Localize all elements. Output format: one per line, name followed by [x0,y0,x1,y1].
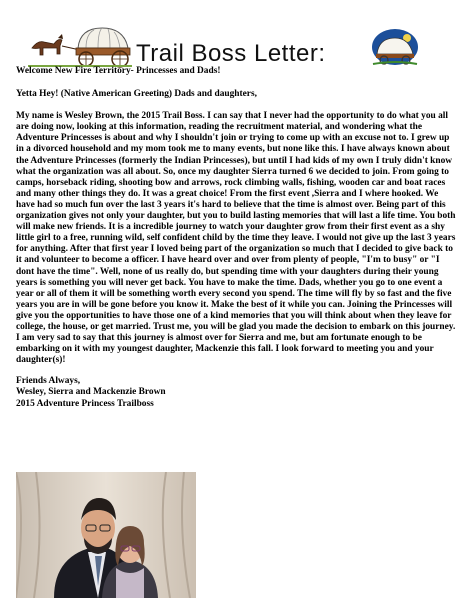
letter-body [16,66,456,410]
closing-line: Friends Always, [16,376,81,387]
covered-wagon-with-horses-icon [28,22,132,68]
father-and-daughter-photo [16,472,196,598]
signer-role: 2015 Adventure Princess Trailboss [16,398,154,409]
signature-block [16,376,456,409]
page-title: Trail Boss Letter: [136,40,326,67]
covered-wagon-badge-icon [371,28,419,66]
letter-paragraph: My name is Wesley Brown, the 2015 Trail Boss. I can say that I never had the opportunity to do what you all are doing now, looking at this information, reading the recruitment material, and wondering what the Adventure Princesses is about and why I shouldn't join or trying to come up with an excuse not to. I grew up in a divorced household and my mom took me to many events, but none like this. I have always known about the Adventure Princesses (formerly the Indian Princesses), but until I had kids of my own I truly didn't know what the organization was all about. So, once my daughter Sierra turned 6 we decided to join. From going to camps, horseback riding, shooting bow and arrows, rock climbing walls, fishing, wooden car and boat races and many other things they do. It was a great choice! From the first event ,Sierra and I where hooked. We have had so much fun over the last 3 years it's hard to believe that the time is almost over. Being part of this organization gives not only your daughter, but you to build lasting memories that will last a life time. You both will make new friends. It is a incredible journey to watch your daughter grow from their first event as a shy little girl to a free, running wild, self confident child by the time they leave. I would not give up the last 3 years for anything. After that first year I loved being part of the organization so much that I decided to give back to it and volunteer to become a officer. I have heard over and over from plenty of people, "I'm to busy" or "I dont have the time". Well, none of us really do, but spending time with your daughters during their young years is something you will never get back. You have to make the time. Dads, whether you go to one event a year or all of them it will be something worth every second you spend. The time will fly by so fast and the five years you are in will be gone before you know it. Make the best of it while you can. Joining the Princesses will give you the opportunities to have those one of a kind memories that you will think about when they leave for college, the house, or get married. Trust me, you will be glad you made the decision to embark on this journey. I am very sad to say that this journey is almost over for Sierra and me, but am fortunate enough to be embarking on it with my youngest daughter, Mackenzie this fall. I look forward to meeting you and your daughter(s)! [16,111,456,366]
welcome-line: Welcome New Fire Territory- Princesses and Dads! [16,66,221,76]
letter-header [0,0,474,72]
greeting-line: Yetta Hey! (Native American Greeting) Dads and daughters, [16,89,257,100]
signer-names: Wesley, Sierra and Mackenzie Brown [16,387,166,398]
